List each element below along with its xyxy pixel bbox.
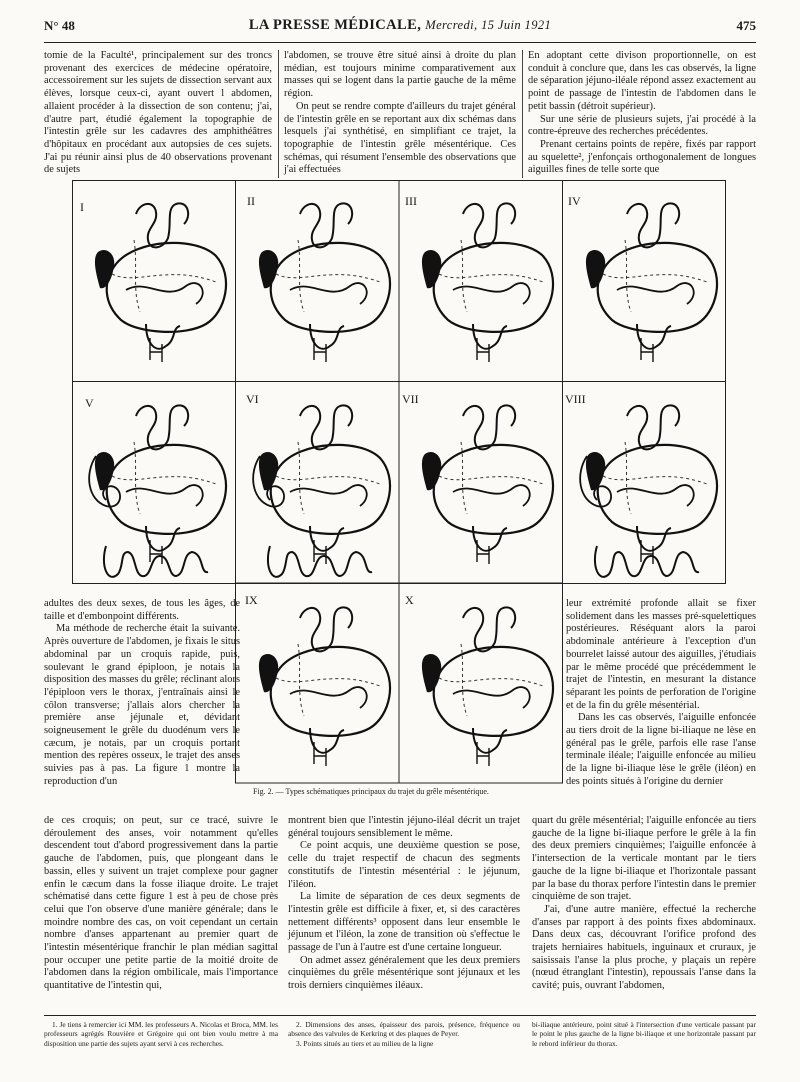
panel-label-4: IV	[568, 194, 581, 208]
panel-label-7: VII	[402, 392, 419, 406]
footnote-2-3	[288, 1020, 520, 1048]
column-3-top	[528, 50, 756, 177]
column-3-bottom	[532, 815, 756, 993]
panel-label-5: V	[85, 396, 94, 410]
paragraph: Dans les cas observés, l'aiguille enfoncée au tiers droit de la ligne bi-iliaque ne lèse en général pas le grêle, parfois elle rase l'anse terminale iléale; l'aiguille enfoncée au milieu de la ligne bi-iliaque lèse le grêle (iléon) en des points situés à l'origine du dernier	[566, 712, 756, 787]
paragraph: On admet assez généralement que les deux premiers cinquièmes du grêle mésentérique sont jéjunaux et les trois derniers cinquièmes iléaux.	[288, 954, 520, 992]
paragraph: leur extrémité profonde allait se fixer solidement dans les masses pré-squelettiques postérieures. Réséquant alors la paroi abdominale antérieure à l'exception d'un bourrelet laissé autour des aiguilles, j'étudiais par le même procédé que précédemment le trajet de l'intestin, en mesurant la distance séparant les points de perforation de l'origine et de la fin du grêle mésentérial.	[566, 598, 756, 711]
footnote-3-cont	[532, 1020, 756, 1048]
paragraph: quart du grêle mésentérial; l'aiguille enfoncée au tiers gauche de la ligne bi-iliaque perfore le grêle à la fin des deux premiers cinquièmes; l'aiguille enfoncée à l'intersection de la verticale montant par le tiers gauche de la ligne bi-iliaque et l'horizontale passant par la base du thorax perfore l'intestin dans le premier cinquième de son trajet.	[532, 815, 756, 903]
column-1-mid	[44, 598, 240, 789]
footnote-1	[44, 1020, 278, 1048]
paragraph: tomie de la Faculté¹, principalement sur des troncs provenant des exercices de médecine opératoire, accessoirement sur les sujets de dissection servant aux élèves, lorsque ceux-ci, ayant ouvert l abdomen, allaient procéder à la dissection de son contenu; j'ai, d'autre part, étudié également la topographie de l'intestin grêle sur les cadavres des amphithéâtres d'hôpitaux en procédant aux autopsies de ces sujets. J'ai pu réunir ainsi plus de 40 observations provenant de sujets	[44, 50, 272, 176]
panel-label-3: III	[405, 194, 417, 208]
paragraph: montrent bien que l'intestin jéjuno-iléal décrit un trajet général toujours sensiblement le même.	[288, 815, 520, 839]
column-divider	[278, 50, 279, 178]
paragraph: de ces croquis; on peut, sur ce tracé, suivre le déroulement des anses, voir notamment qu'elles descendent tout d'abord progressivement dans la partie gauche de l'abdomen, puis, que plongeant dans le bassin, elles y suivent un trajet complexe pour gagner enfin le cæcum dans la fosse iliaque droite. Le trajet schématisé dans cette figure 1 est à peu de chose près celui que l'on observe d'une manière générale; dans le moindre nombre des cas, on voit cependant un certain nombre d'anses appartenant au premier quart de l'intestin mésentérique franchir le plan médian sagittal pour occuper une petite partie de la moitié droite de l'abdomen dans la région ombilicale, mais l'importance quantitative de l'intestin qui,	[44, 815, 278, 992]
page-header	[44, 18, 756, 40]
issue-date: Mercredi, 15 Juin 1921	[425, 18, 552, 32]
footnote-text: bi-iliaque antérieure, point situé à l'intersection d'une verticale passant par le point le plus gauche de la ligne bi-iliaque et une horizontale passant par le rebord inférieur du thorax.	[532, 1020, 756, 1048]
paragraph: adultes des deux sexes, de tous les âges, de taille et d'embonpoint différents.	[44, 598, 240, 622]
panel-label-8: VIII	[565, 392, 586, 406]
issue-number: N° 48	[44, 18, 75, 33]
column-3-mid	[566, 598, 756, 789]
paragraph: On peut se rendre compte d'ailleurs du trajet général de l'intestin grêle en se reportant aux dix schémas dans lesquels j'ai synthétisé, en simplifiant ce trajet, la topographie de l'intestin grêle mésentérique. Ces schémas, qui résument l'ensemble des observations que j'ai effectuées	[284, 100, 516, 176]
paragraph: J'ai, d'une autre manière, effectué la recherche d'anses par rapport à des points fixes abdominaux. Dans deux cas, découvrant l'orifice profond des trajets herniaires habituels, inguinaux et cruraux, je saisissais l'anse la plus proche, y plaçais un repère (nœud étranglant l'intestin), repoussais l'anse dans la cavité; puis, ouvrant l'abdomen,	[532, 903, 756, 992]
paragraph: La limite de séparation de ces deux segments de l'intestin grêle est difficile à fixer, et, si des caractères nettement différents³ opposent dans leur ensemble le jéjunum et l'iléon, la zone de transition où s'effectue le passage de l'un à l'autre est d'une certaine longueur.	[288, 891, 520, 954]
journal-title: LA PRESSE MÉDICALE	[248, 17, 418, 33]
panel-label-2: II	[247, 194, 255, 208]
paragraph: Ce point acquis, une deuxième question se pose, celle du trajet respectif de chacun des segments constitutifs de l'intestin mésentérial : le jéjunum, l'iléon.	[288, 840, 520, 890]
footnote-text: 3. Points situés au tiers et au milieu de la ligne	[296, 1038, 434, 1048]
footnote-text: 2. Dimensions des anses, épaisseur des parois, présence, fréquence ou absence des valvules de Kerkring et des plaques de Peyer.	[288, 1020, 520, 1039]
paragraph: l'abdomen, se trouve être situé ainsi à droite du plan médian, est toujours minime comparativement aux masses qui se logent dans la partie gauche de la même région.	[284, 50, 516, 100]
paragraph: Prenant certains points de repère, fixés par rapport au squelette², j'enfonçais orthogonalement de longues aiguilles fines de telle sorte que	[528, 138, 756, 176]
column-divider	[522, 50, 523, 178]
column-2-top	[284, 50, 516, 177]
panel-label-1: I	[80, 200, 84, 214]
panel-label-10: X	[405, 593, 414, 607]
footnote-rule	[44, 1015, 756, 1016]
paragraph: En adoptant cette divison proportionnelle, on est conduit à conclure que, dans les cas observés, la ligne de séparation jéjuno-iléale répond assez exactement au point de passage de l'intestin de l'abdomen dans le petit bassin (détroit supérieur).	[528, 50, 756, 112]
header-rule	[44, 42, 756, 43]
column-1-top	[44, 50, 272, 177]
panel-label-6: VI	[246, 392, 259, 406]
footnote-text: 1. Je tiens à remercier ici MM. les professeurs A. Nicolas et Broca, MM. les professeurs agrégés Rouvière et Grégoire qui ont bien voulu mettre à ma disposition une partie des sujets ayant servi à ces recherches.	[44, 1020, 278, 1048]
column-1-bottom	[44, 815, 278, 993]
column-2-bottom	[288, 815, 520, 993]
page-number: 475	[736, 18, 756, 33]
panel-label-9: IX	[245, 593, 258, 607]
figure-caption: Fig. 2. — Types schématiques principaux du trajet du grêle mésentérique.	[253, 787, 489, 796]
journal-title-line: LA PRESSE MÉDICALE, Mercredi, 15 Juin 1921	[248, 17, 552, 33]
paragraph: Ma méthode de recherche était la suivante. Après ouverture de l'abdomen, je fixais le situs abdominal par un croquis rapide, puis, soulevant le grand épiploon, je notais la disposition des masses du grêle; réclinant alors l'épiploon vers le thorax, j'entraînais ainsi le côlon transverse; j'allais alors chercher la première anse jéjunale et, dévidant soigneusement le grêle du duodénum vers le cæcum, je notais, par un croquis portant mention des repères osseux, le trajet des anses suivies pas à pas. La figure 1 montre la reproduction d'un	[44, 623, 240, 787]
paragraph: Sur une série de plusieurs sujets, j'ai procédé à la contre-épreuve des recherches précédentes.	[528, 113, 756, 138]
